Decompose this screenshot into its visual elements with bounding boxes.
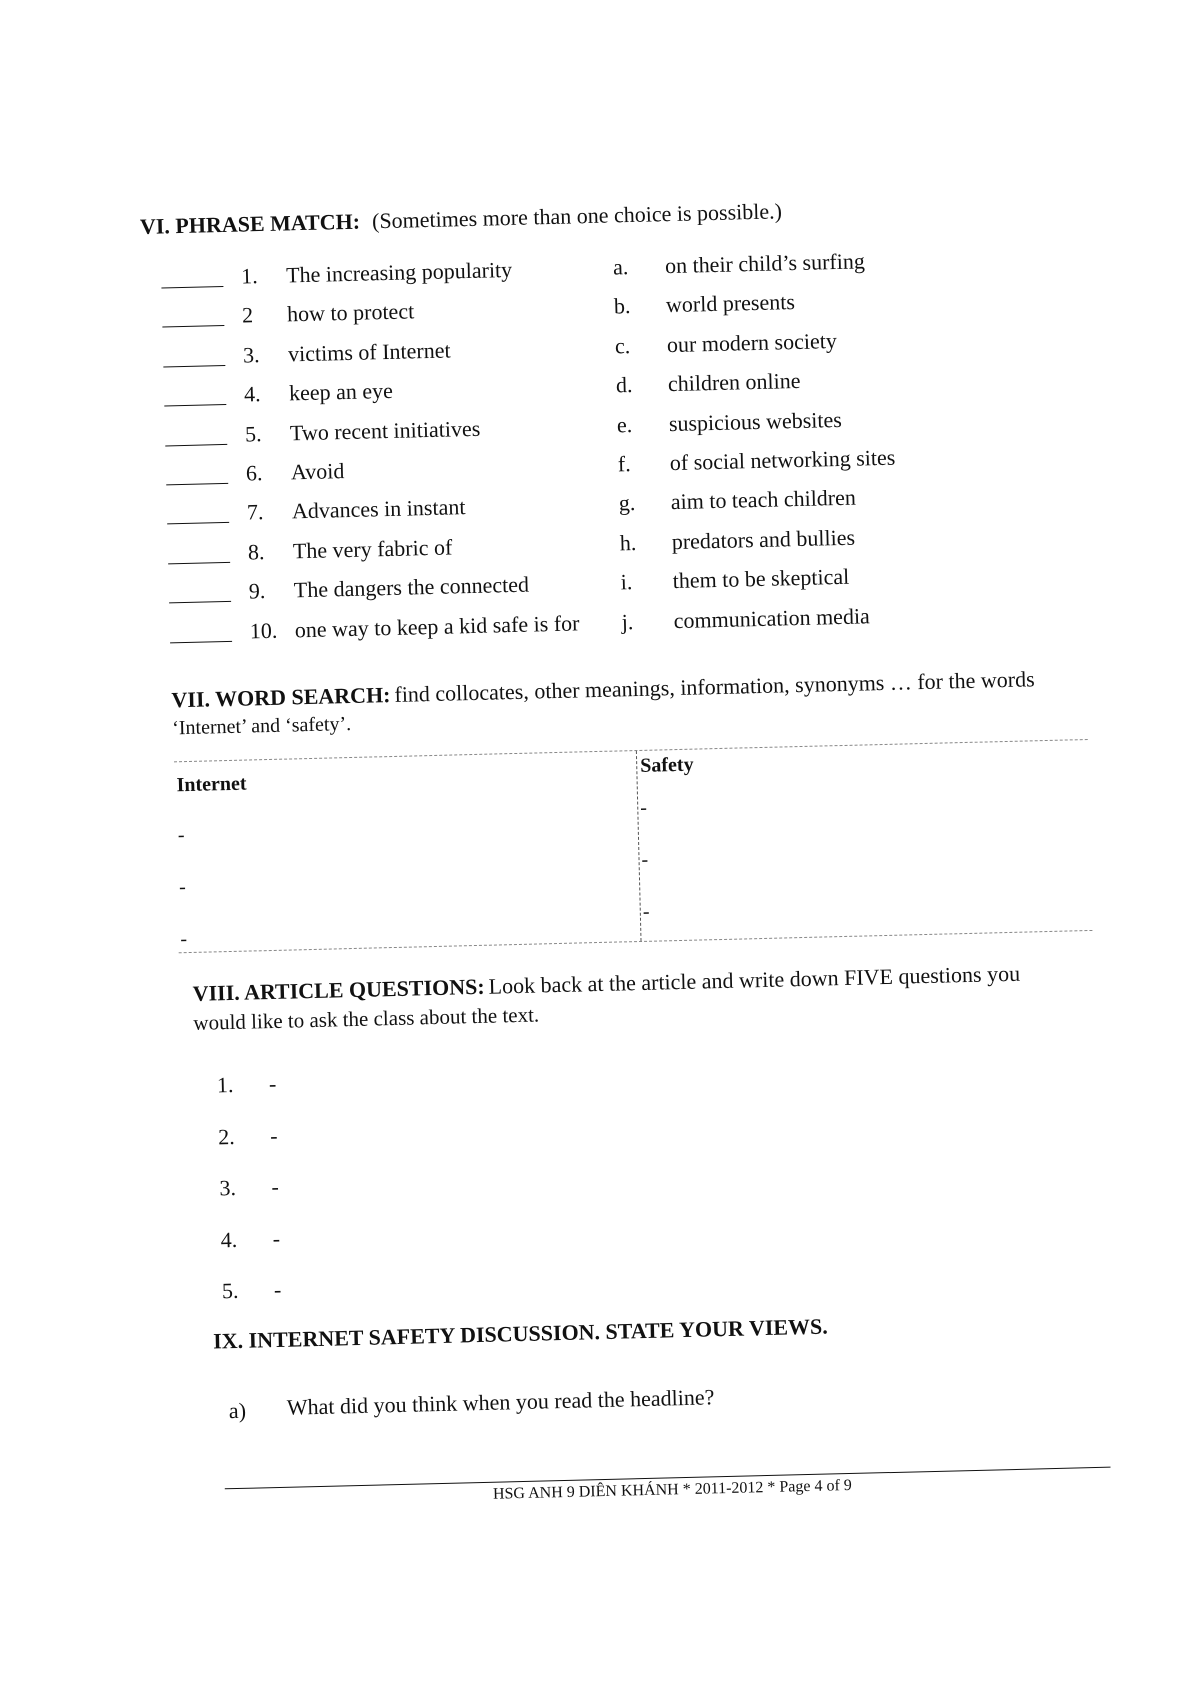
section-7-instruction: find collocates, other meanings, information, synonyms … for the words (394, 666, 1035, 707)
item-letter: d. (615, 372, 633, 398)
left-phrase: victims of Internet (287, 337, 451, 367)
left-phrase: The increasing popularity (285, 256, 513, 288)
right-phrase: of social networking sites (669, 444, 896, 476)
item-letter: b. (613, 293, 631, 319)
answer-blank-7[interactable] (167, 522, 229, 525)
question-number: 1. (216, 1071, 234, 1098)
safety-entry-1[interactable]: - (640, 796, 648, 819)
item-number: 2 (241, 302, 254, 328)
item-letter: f. (617, 451, 631, 477)
question-entry-1[interactable]: - (268, 1070, 277, 1097)
right-phrase: predators and bullies (671, 524, 856, 554)
right-phrase: on their child’s surfing (664, 248, 866, 279)
left-phrase: keep an eye (288, 378, 394, 406)
answer-blank-4[interactable] (164, 404, 226, 407)
footer-text: HSG ANH 9 DIÊN KHÁNH * 2011-2012 * Page 4 of 9 (492, 1476, 853, 1503)
question-number: 2. (217, 1123, 235, 1149)
answer-blank-2[interactable] (162, 325, 224, 328)
left-phrase: Advances in instant (291, 494, 466, 524)
internet-entry-1[interactable]: - (177, 824, 185, 847)
safety-entry-2[interactable]: - (641, 848, 649, 871)
item-number: 5. (244, 420, 262, 447)
question-a-text: What did you think when you read the headline? (286, 1384, 715, 1420)
left-phrase: The very fabric of (292, 534, 453, 564)
safety-entry-3[interactable]: - (642, 900, 650, 923)
safety-column-header: Safety (639, 753, 694, 777)
item-letter: g. (618, 490, 636, 516)
right-phrase: them to be skeptical (672, 563, 850, 594)
section-8-instruction: Look back at the article and write down FIVE questions you (488, 960, 1021, 999)
item-number: 10. (249, 617, 278, 644)
question-entry-2[interactable]: - (269, 1122, 278, 1148)
answer-blank-5[interactable] (165, 444, 227, 447)
item-letter: j. (621, 608, 634, 634)
question-number: 3. (219, 1175, 237, 1201)
answer-blank-10[interactable] (170, 640, 232, 643)
section-6-title (140, 198, 783, 240)
left-phrase: one way to keep a kid safe is for (294, 609, 580, 642)
item-number: 8. (247, 538, 265, 565)
right-phrase: our modern society (666, 327, 838, 357)
question-entry-4[interactable]: - (272, 1225, 281, 1251)
internet-column-header: Internet (176, 772, 247, 797)
question-number: 5. (221, 1278, 239, 1304)
right-phrase: suspicious websites (668, 406, 843, 436)
answer-blank-6[interactable] (166, 483, 228, 486)
item-number: 9. (248, 578, 266, 604)
item-letter: i. (620, 569, 633, 595)
item-number: 1. (240, 263, 258, 289)
section-8-title (192, 961, 1020, 1007)
section-9-heading: IX. INTERNET SAFETY DISCUSSION. STATE YOUR VIEWS. (212, 1313, 829, 1354)
section-6-heading: VI. PHRASE MATCH: (139, 208, 361, 239)
item-letter: e. (616, 411, 633, 437)
right-phrase: communication media (673, 602, 871, 633)
answer-blank-3[interactable] (163, 365, 225, 368)
right-phrase: aim to teach children (670, 484, 857, 515)
item-letter: c. (614, 332, 631, 359)
section-7-title (171, 666, 1035, 713)
section-6-note: (Sometimes more than one choice is possible.) (371, 198, 783, 234)
right-phrase: world presents (665, 289, 796, 318)
word-search-table (174, 739, 1092, 953)
question-a-label: a) (228, 1397, 247, 1424)
item-number: 7. (246, 499, 264, 525)
section-8-instruction-line2: would like to ask the class about the text. (193, 1002, 540, 1035)
column-divider (636, 751, 642, 941)
answer-blank-9[interactable] (169, 601, 231, 604)
question-number: 4. (220, 1226, 238, 1253)
right-phrase: children online (667, 368, 801, 397)
internet-entry-2[interactable]: - (178, 876, 187, 899)
internet-entry-3[interactable]: - (180, 928, 188, 951)
answer-blank-1[interactable] (161, 286, 223, 289)
item-number: 3. (242, 341, 260, 368)
item-number: 4. (243, 381, 261, 407)
item-letter: h. (619, 529, 637, 556)
item-number: 6. (245, 460, 263, 486)
left-phrase: Two recent initiatives (289, 415, 481, 445)
question-entry-3[interactable]: - (271, 1174, 280, 1200)
section-8-heading: VIII. ARTICLE QUESTIONS: (192, 973, 485, 1006)
section-7-heading: VII. WORD SEARCH: (171, 682, 391, 713)
left-phrase: The dangers the connected (293, 571, 530, 603)
section-7-instruction-line2: ‘Internet’ and ‘safety’. (171, 712, 352, 740)
item-letter: a. (612, 254, 629, 280)
left-phrase: Avoid (290, 458, 345, 485)
question-entry-5[interactable]: - (273, 1277, 282, 1303)
left-phrase: how to protect (286, 298, 415, 327)
answer-blank-8[interactable] (168, 562, 230, 565)
